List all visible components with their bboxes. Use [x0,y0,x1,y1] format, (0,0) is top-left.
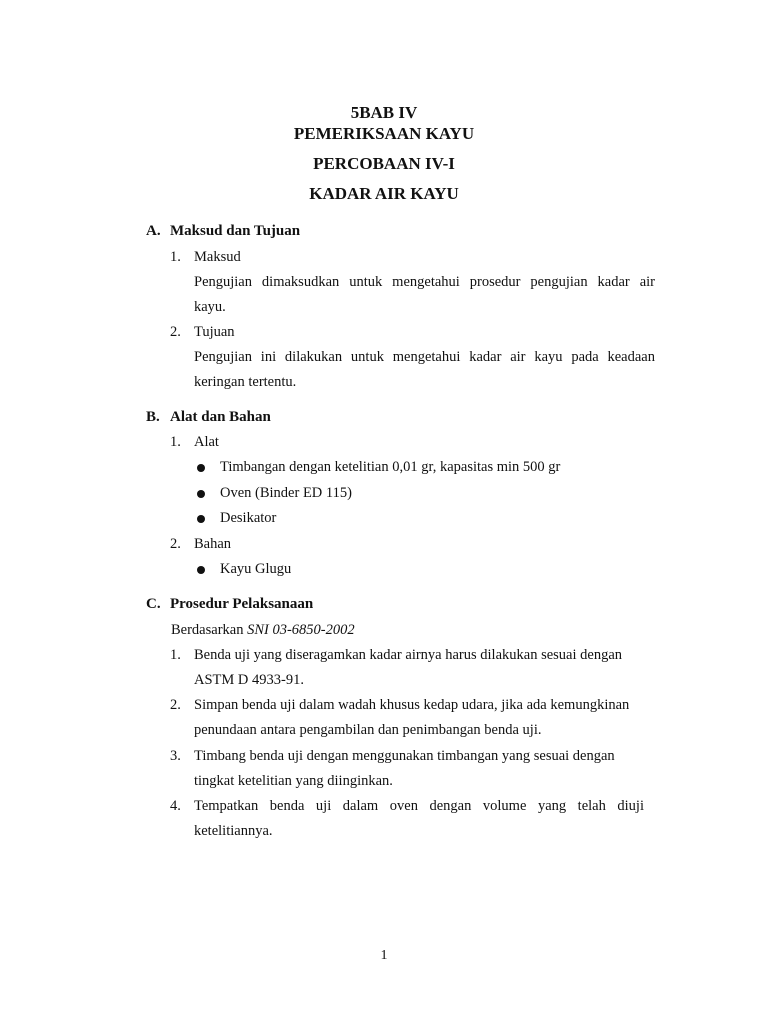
section-b-heading [146,409,271,426]
step-number: 3. [170,748,181,764]
item-a2-text-line2: keringan tertentu. [194,374,297,390]
bahan-item: Kayu Glugu [220,561,292,577]
alat-item: Desikator [220,510,277,526]
chapter-title: PEMERIKSAAN KAYU [293,124,475,143]
step-text-line2: penundaan antara pengambilan dan penimbangan benda uji. [194,722,542,738]
item-b1-number: 1. [170,434,181,450]
step-number: 4. [170,798,181,814]
section-b-title: Alat dan Bahan [170,409,271,425]
step-text-line2: tingkat ketelitian yang diinginkan. [194,773,393,789]
bullet-icon [197,490,205,498]
step-number: 1. [170,647,181,663]
item-a2-number: 2. [170,324,181,340]
item-a2-label: Tujuan [194,324,235,340]
alat-item: Timbangan dengan ketelitian 0,01 gr, kapasitas min 500 gr [220,459,561,475]
item-a1-label: Maksud [194,249,241,265]
step-text-line1: Tempatkan benda uji dalam oven dengan volume yang telah diuji [194,798,644,814]
step-text-line2: ASTM D 4933-91. [194,672,304,688]
item-a1-text-line2: kayu. [194,299,226,315]
step-text-line2: ketelitiannya. [194,823,273,839]
item-a1-text-line1: Pengujian dimaksudkan untuk mengetahui prosedur pengujian kadar air [194,274,655,290]
chapter-number: 5BAB IV [350,103,418,122]
step-text-line1: Simpan benda uji dalam wadah khusus kedap udara, jika ada kemungkinan [194,697,630,713]
step-text-line1: Benda uji yang diseragamkan kadar airnya harus dilakukan sesuai dengan [194,647,623,663]
page-number: 1 [380,948,388,963]
section-b-letter: B. [146,409,160,425]
step-number: 2. [170,697,181,713]
section-a-letter: A. [146,223,161,239]
section-a-title: Maksud dan Tujuan [170,223,301,239]
item-b2-number: 2. [170,536,181,552]
section-c-letter: C. [146,596,161,612]
item-a2-text-line1: Pengujian ini dilakukan untuk mengetahui kadar air kayu pada keadaan [194,349,655,365]
procedure-basis [171,622,355,639]
step-text-line1: Timbang benda uji dengan menggunakan timbangan yang sesuai dengan [194,748,615,764]
procedure-basis-prefix: Berdasarkan [171,622,248,638]
item-b2-label: Bahan [194,536,232,552]
section-c-title: Prosedur Pelaksanaan [170,596,314,612]
section-c-heading [146,596,313,613]
item-a1-number: 1. [170,249,181,265]
item-b1-label: Alat [194,434,219,450]
bullet-icon [197,566,205,574]
standard-reference: SNI 03-6850-2002 [247,622,355,638]
experiment-title: KADAR AIR KAYU [309,184,459,203]
alat-item: Oven (Binder ED 115) [220,485,352,501]
experiment-number: PERCOBAAN IV-I [313,154,455,173]
bullet-icon [197,515,205,523]
section-a-heading [146,223,300,240]
bullet-icon [197,464,205,472]
